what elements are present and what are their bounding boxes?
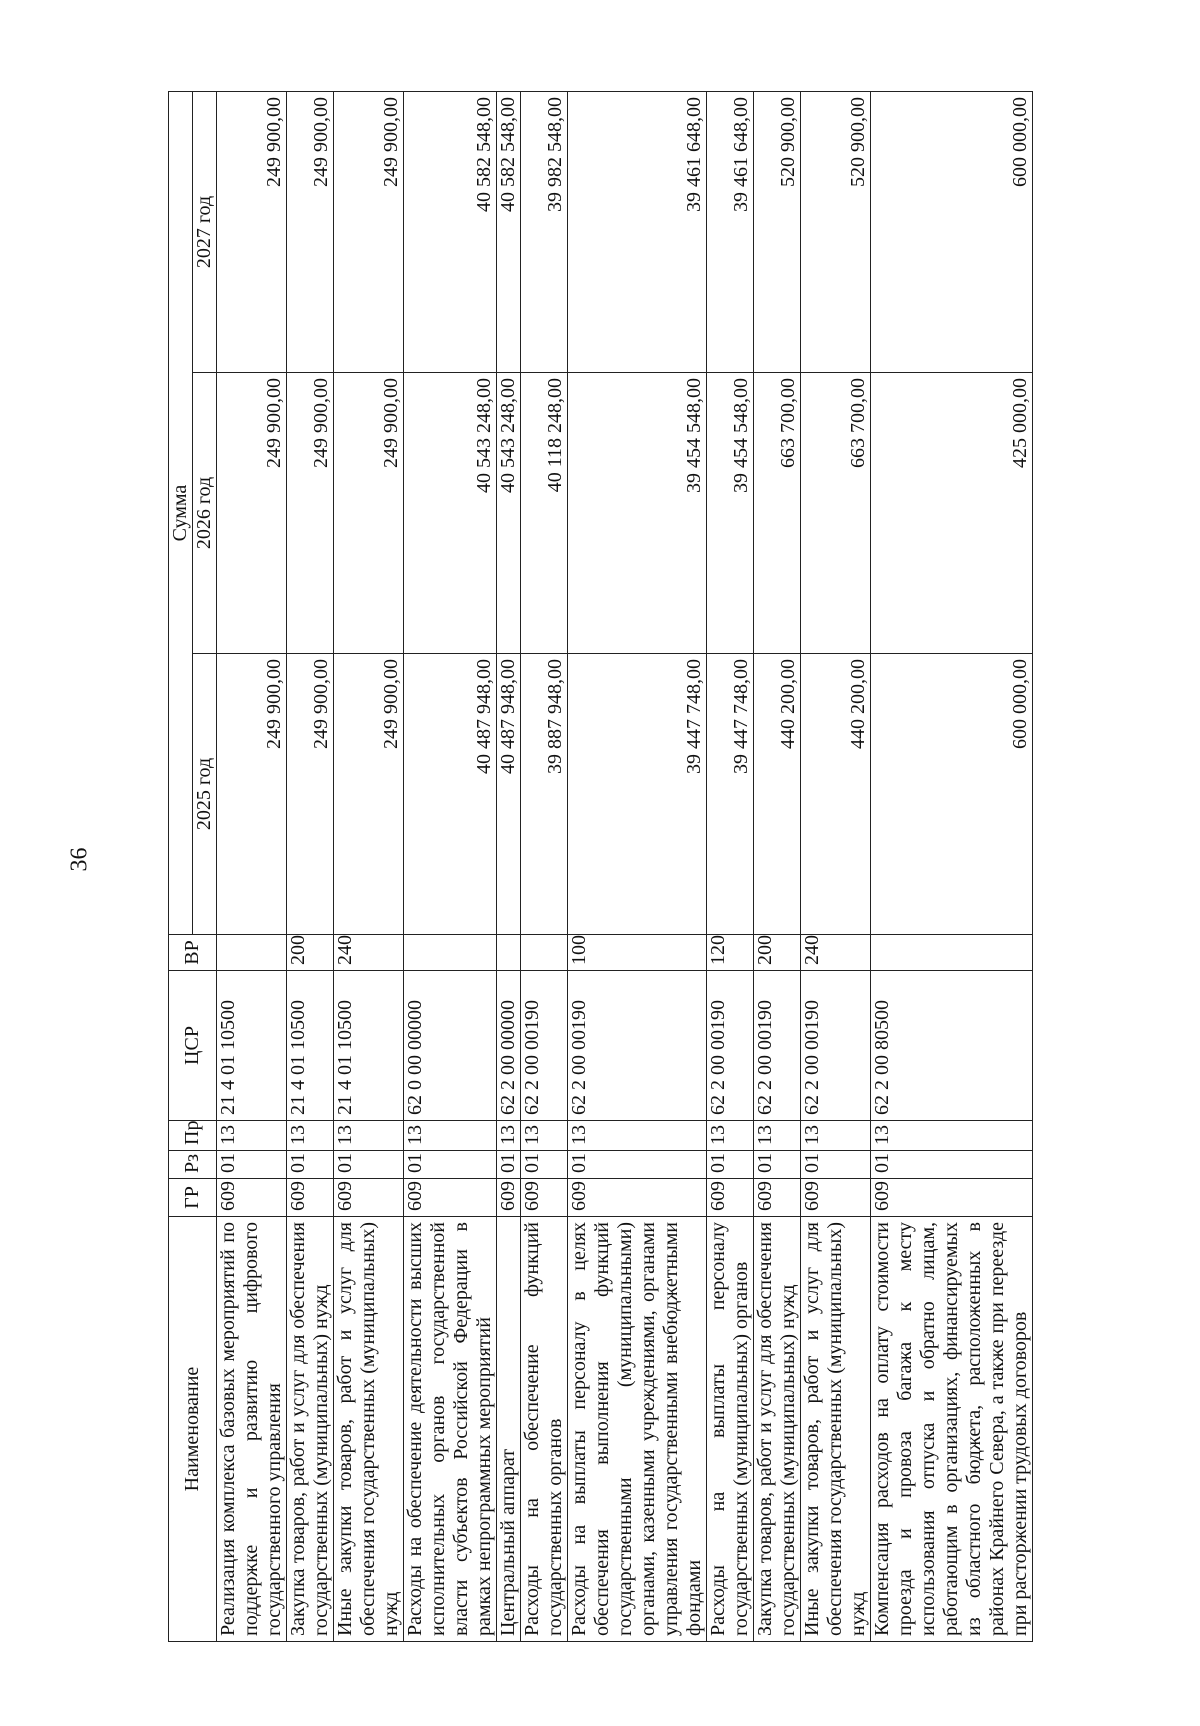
- cell-rz: 01: [217, 1151, 287, 1179]
- cell-rz: 01: [404, 1151, 497, 1179]
- cell-name: Расходы на обеспечение функций государственных органов: [521, 1217, 568, 1642]
- header-2027: 2027 год: [193, 92, 217, 373]
- cell-name: Компенсация расходов на оплату стоимости проезда и провоза багажа к месту использования отпуска и обратно лицам, работающим в организациях, финансируемых из областного бюджета, расположенных в районах Крайнего Севера, а также при переезде при расторжении трудовых договоров: [871, 1217, 1033, 1642]
- cell-gr: 609: [871, 1179, 1033, 1217]
- cell-vr: [497, 935, 521, 971]
- cell-gr: 609: [217, 1179, 287, 1217]
- header-2026: 2026 год: [193, 373, 217, 654]
- cell-2026: 40 543 248,00: [497, 373, 521, 654]
- table-row: [801, 92, 871, 1642]
- cell-2027: 40 582 548,00: [404, 92, 497, 373]
- cell-vr: [521, 935, 568, 971]
- cell-rz: 01: [521, 1151, 568, 1179]
- cell-gr: 609: [801, 1179, 871, 1217]
- budget-table: [168, 91, 1033, 1642]
- cell-csr: 21 4 01 10500: [334, 971, 404, 1121]
- table-row: [217, 92, 287, 1642]
- header-rz: Рз: [169, 1151, 217, 1179]
- cell-csr: 21 4 01 10500: [287, 971, 334, 1121]
- cell-name: Расходы на выплаты персоналу государственных (муниципальных) органов: [707, 1217, 754, 1642]
- cell-rz: 01: [287, 1151, 334, 1179]
- cell-name: Иные закупки товаров, работ и услуг для обеспечения государственных (муниципальных) нужд: [334, 1217, 404, 1642]
- cell-2025: 40 487 948,00: [404, 654, 497, 935]
- cell-pr: 13: [217, 1121, 287, 1151]
- page-number: 36: [66, 847, 93, 872]
- cell-2027: 249 900,00: [334, 92, 404, 373]
- header-2025: 2025 год: [193, 654, 217, 935]
- cell-2025: 249 900,00: [217, 654, 287, 935]
- cell-2027: 249 900,00: [287, 92, 334, 373]
- cell-2027: 39 461 648,00: [568, 92, 707, 373]
- cell-name: Центральный аппарат: [497, 1217, 521, 1642]
- cell-vr: 200: [287, 935, 334, 971]
- cell-pr: 13: [801, 1121, 871, 1151]
- cell-pr: 13: [497, 1121, 521, 1151]
- cell-gr: 609: [707, 1179, 754, 1217]
- cell-2025: 440 200,00: [754, 654, 801, 935]
- cell-2027: 520 900,00: [801, 92, 871, 373]
- table-row: [521, 92, 568, 1642]
- cell-vr: 240: [801, 935, 871, 971]
- cell-name: Реализация комплекса базовых мероприятий по поддержке и развитию цифрового государственного управления: [217, 1217, 287, 1642]
- cell-2027: 40 582 548,00: [497, 92, 521, 373]
- cell-csr: 21 4 01 10500: [217, 971, 287, 1121]
- table-row: [871, 92, 1033, 1642]
- header-vr: ВР: [169, 935, 217, 971]
- table-row: [707, 92, 754, 1642]
- cell-rz: 01: [707, 1151, 754, 1179]
- header-sum: Сумма: [169, 92, 193, 935]
- cell-vr: 200: [754, 935, 801, 971]
- cell-csr: 62 2 00 00190: [521, 971, 568, 1121]
- cell-pr: 13: [568, 1121, 707, 1151]
- cell-2025: 249 900,00: [334, 654, 404, 935]
- cell-vr: [871, 935, 1033, 971]
- cell-vr: 240: [334, 935, 404, 971]
- cell-gr: 609: [404, 1179, 497, 1217]
- cell-gr: 609: [334, 1179, 404, 1217]
- cell-name: Расходы на выплаты персоналу в целях обеспечения выполнения функций государственными (муниципальными) органами, казенными учреждениями, органами управления государственными внебюджетными фондами: [568, 1217, 707, 1642]
- cell-pr: 13: [287, 1121, 334, 1151]
- table-body: [217, 92, 1033, 1642]
- cell-2026: 249 900,00: [334, 373, 404, 654]
- cell-2026: 425 000,00: [871, 373, 1033, 654]
- cell-gr: 609: [521, 1179, 568, 1217]
- cell-pr: 13: [707, 1121, 754, 1151]
- cell-2027: 39 461 648,00: [707, 92, 754, 373]
- cell-csr: 62 2 00 00190: [801, 971, 871, 1121]
- budget-table-rotated: [168, 92, 1168, 1642]
- cell-vr: 100: [568, 935, 707, 971]
- cell-csr: 62 0 00 00000: [404, 971, 497, 1121]
- cell-2026: 663 700,00: [754, 373, 801, 654]
- header-row-1: [169, 92, 193, 1642]
- cell-vr: 120: [707, 935, 754, 971]
- cell-name: Закупка товаров, работ и услуг для обеспечения государственных (муниципальных) нужд: [287, 1217, 334, 1642]
- cell-2025: 39 447 748,00: [707, 654, 754, 935]
- cell-pr: 13: [521, 1121, 568, 1151]
- cell-csr: 62 2 00 00190: [707, 971, 754, 1121]
- cell-csr: 62 2 00 00190: [754, 971, 801, 1121]
- cell-gr: 609: [497, 1179, 521, 1217]
- cell-2025: 39 447 748,00: [568, 654, 707, 935]
- cell-2026: 249 900,00: [287, 373, 334, 654]
- cell-2026: 39 454 548,00: [568, 373, 707, 654]
- cell-rz: 01: [497, 1151, 521, 1179]
- cell-gr: 609: [287, 1179, 334, 1217]
- cell-pr: 13: [334, 1121, 404, 1151]
- table-row: [568, 92, 707, 1642]
- header-pr: Пр: [169, 1121, 217, 1151]
- cell-pr: 13: [404, 1121, 497, 1151]
- header-name: Наименование: [169, 1217, 217, 1642]
- table-row: [754, 92, 801, 1642]
- cell-2027: 600 000,00: [871, 92, 1033, 373]
- cell-csr: 62 2 00 00000: [497, 971, 521, 1121]
- table-row: [497, 92, 521, 1642]
- cell-rz: 01: [801, 1151, 871, 1179]
- cell-2027: 39 982 548,00: [521, 92, 568, 373]
- cell-name: Расходы на обеспечение деятельности высших исполнительных органов государственной власти субъектов Российской Федерации в рамках непрограммных мероприятий: [404, 1217, 497, 1642]
- cell-rz: 01: [871, 1151, 1033, 1179]
- cell-2026: 663 700,00: [801, 373, 871, 654]
- cell-gr: 609: [568, 1179, 707, 1217]
- header-gr: ГР: [169, 1179, 217, 1217]
- cell-2026: 40 118 248,00: [521, 373, 568, 654]
- cell-rz: 01: [568, 1151, 707, 1179]
- cell-rz: 01: [334, 1151, 404, 1179]
- cell-2025: 40 487 948,00: [497, 654, 521, 935]
- cell-vr: [217, 935, 287, 971]
- table-row: [404, 92, 497, 1642]
- cell-2025: 600 000,00: [871, 654, 1033, 935]
- cell-pr: 13: [754, 1121, 801, 1151]
- cell-gr: 609: [754, 1179, 801, 1217]
- cell-2027: 520 900,00: [754, 92, 801, 373]
- cell-2027: 249 900,00: [217, 92, 287, 373]
- cell-csr: 62 2 00 80500: [871, 971, 1033, 1121]
- cell-2025: 249 900,00: [287, 654, 334, 935]
- cell-2026: 40 543 248,00: [404, 373, 497, 654]
- cell-pr: 13: [871, 1121, 1033, 1151]
- cell-2025: 440 200,00: [801, 654, 871, 935]
- cell-vr: [404, 935, 497, 971]
- cell-rz: 01: [754, 1151, 801, 1179]
- table-row: [287, 92, 334, 1642]
- table-row: [334, 92, 404, 1642]
- cell-2026: 39 454 548,00: [707, 373, 754, 654]
- header-csr: ЦСР: [169, 971, 217, 1121]
- cell-name: Иные закупки товаров, работ и услуг для обеспечения государственных (муниципальных) нужд: [801, 1217, 871, 1642]
- cell-csr: 62 2 00 00190: [568, 971, 707, 1121]
- cell-2026: 249 900,00: [217, 373, 287, 654]
- cell-name: Закупка товаров, работ и услуг для обеспечения государственных (муниципальных) нужд: [754, 1217, 801, 1642]
- cell-2025: 39 887 948,00: [521, 654, 568, 935]
